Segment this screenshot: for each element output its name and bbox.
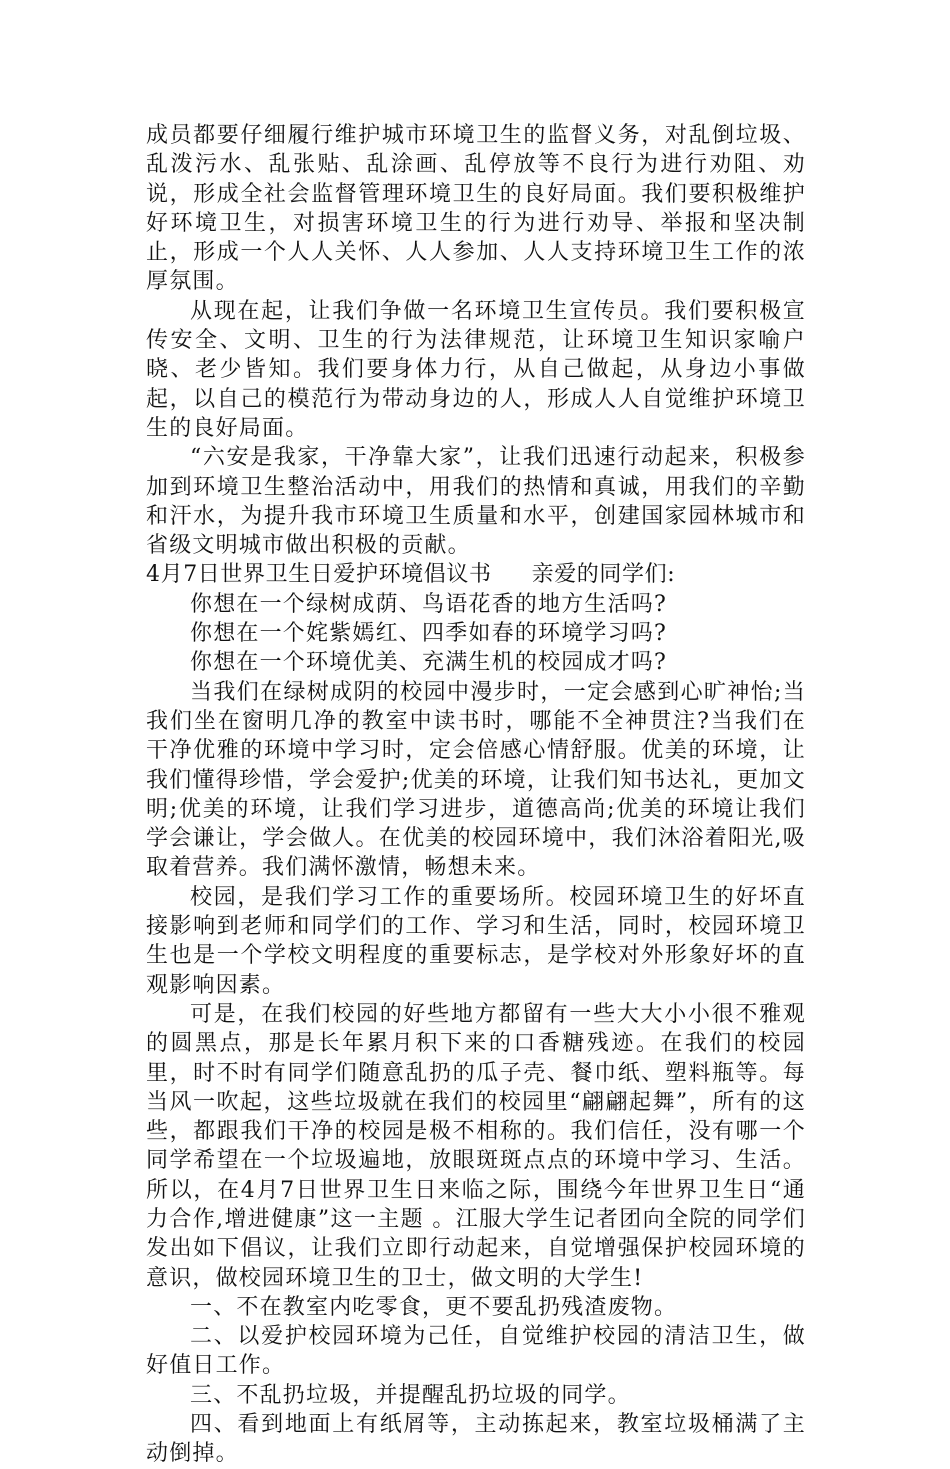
greeting: 亲爱的同学们:: [531, 562, 676, 588]
question-line: 你想在一个姹紫嫣红、四季如春的环境学习吗?: [190, 621, 667, 647]
proposal-item: 二、以爱护校园环境为己任，自觉维护校园的清洁卫生，做好值日工作。: [146, 1324, 806, 1379]
proposal-title: 4月7日世界卫生日爱护环境倡议书: [146, 562, 492, 588]
proposal-heading: [146, 560, 806, 589]
paragraph-beautiful-environment: 当我们在绿树成阴的校园中漫步时，一定会感到心旷神怡;当我们坐在窗明几净的教室中读书时，哪能不全神贯注?当我们在干净优雅的环境中学习时，定会倍感心情舒服。优美的环境，让我们懂得珍惜，学会爱护;优美的环境，让我们知书达礼，更加文明;优美的环境，让我们学习进步，道德高尚;优美的环境让我们学会谦让，学会做人。在优美的校园环境中，我们沐浴着阳光,吸取着营养。我们满怀激情，畅想未来。: [146, 679, 806, 881]
question-line: 你想在一个环境优美、充满生机的校园成才吗?: [190, 650, 667, 676]
question-line: 你想在一个绿树成荫、鸟语花香的地方生活吗?: [190, 591, 667, 617]
paragraph-slogan: “六安是我家，干净靠大家”，让我们迅速行动起来，积极参加到环境卫生整治活动中，用我们的热情和真诚，用我们的辛勤和汗水，为提升我市环境卫生质量和水平，创建国家园林城市和省级文明城市做出积极的贡献。: [146, 445, 806, 559]
paragraph-propagandist: 从现在起，让我们争做一名环境卫生宣传员。我们要积极宣传安全、文明、卫生的行为法律规范，让环境卫生知识家喻户晓、老少皆知。我们要身体力行，从自己做起，从身边小事做起，以自己的模范行为带动身边的人，形成人人自觉维护环境卫生的良好局面。: [146, 298, 806, 441]
document-body: [146, 121, 806, 1469]
proposal-item: 四、看到地面上有纸屑等，主动拣起来，教室垃圾桶满了主动倒掉。: [146, 1412, 806, 1467]
paragraph-campus: 校园，是我们学习工作的重要场所。校园环境卫生的好坏直接影响到老师和同学们的工作、学习和生活，同时，校园环境卫生也是一个学校文明程度的重要标志，是学校对外形象好坏的直观影响因素。: [146, 884, 806, 998]
proposal-item: 一、不在教室内吃零食，更不要乱扔残渣废物。: [190, 1294, 678, 1320]
proposal-item: 三、不乱扔垃圾，并提醒乱扔垃圾的同学。: [190, 1382, 631, 1408]
paragraph-problem-and-proposal: 可是，在我们校园的好些地方都留有一些大大小小很不雅观的圆黑点，那是长年累月积下来的口香糖残迹。在我们的校园里，时不时有同学们随意乱扔的瓜子壳、餐巾纸、塑料瓶等。每当风一吹起，这些垃圾就在我们的校园里“翩翩起舞”，所有的这些，都跟我们干净的校园是极不相称的。我们信任，没有哪一个同学希望在一个垃圾遍地，放眼斑斑点点的环境中学习、生活。所以，在4月7日世界卫生日来临之际，围绕今年世界卫生日“通力合作,增进健康”这一主题 。江服大学生记者团向全院的同学们发出如下倡议，让我们立即行动起来，自觉增强保护校园环境的意识，做校园环境卫生的卫士，做文明的大学生!: [146, 1001, 806, 1291]
paragraph-supervision: 成员都要仔细履行维护城市环境卫生的监督义务，对乱倒垃圾、乱泼污水、乱张贴、乱涂画、乱停放等不良行为进行劝阻、劝说，形成全社会监督管理环境卫生的良好局面。我们要积极维护好环境卫生，对损害环境卫生的行为进行劝导、举报和坚决制止，形成一个人人关怀、人人参加、人人支持环境卫生工作的浓厚氛围。: [146, 123, 806, 295]
